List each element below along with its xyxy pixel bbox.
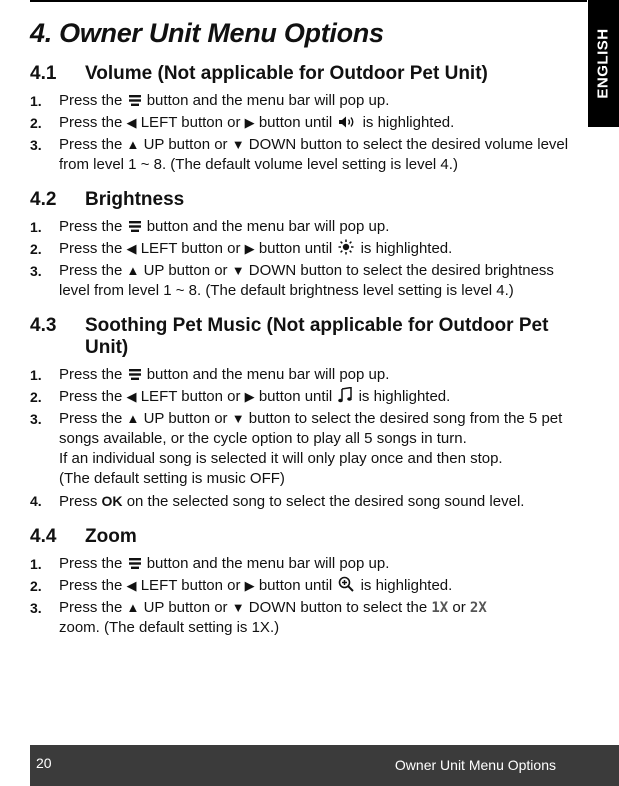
step-list (30, 554, 578, 638)
text: Press the (59, 410, 123, 427)
up-arrow-icon: ▲ (126, 263, 140, 278)
text: Press the (59, 366, 123, 383)
up-arrow-icon: ▲ (126, 137, 140, 152)
step-number: 3. (30, 600, 42, 616)
brightness-icon (338, 239, 354, 255)
text: button until (258, 114, 333, 131)
menu-icon (129, 220, 141, 233)
section-title: Volume (Not applicable for Outdoor Pet Unit) (85, 63, 488, 84)
step-text (59, 491, 578, 512)
section-brightness (30, 189, 578, 301)
text: Press the (59, 388, 123, 405)
text: is highlighted. (360, 577, 453, 594)
text: Press (59, 493, 98, 510)
text: LEFT button or (140, 240, 241, 257)
step-text (59, 91, 578, 111)
text: Press the (59, 218, 123, 235)
section-number: 4.1 (30, 63, 57, 84)
text: UP button or (143, 410, 228, 427)
step (30, 598, 578, 638)
text: button and the menu bar will pop up. (146, 555, 390, 572)
text: DOWN button to select the (248, 599, 428, 616)
up-arrow-icon: ▲ (126, 411, 140, 426)
section-title: Zoom (85, 526, 137, 547)
step-text (59, 598, 578, 638)
text: UP button or (143, 262, 228, 279)
text: DOWN button to select the desired volume level from level 1 ~ 8. (The default volume level setting is level 4.) (59, 136, 569, 173)
text: button and the menu bar will pop up. (146, 92, 390, 109)
step-text (59, 135, 578, 175)
step-text (59, 365, 578, 385)
down-arrow-icon: ▼ (231, 137, 245, 152)
text: is highlighted. (360, 240, 453, 257)
step (30, 409, 578, 489)
text: UP button or (143, 599, 228, 616)
step (30, 554, 578, 574)
left-arrow-icon: ◀ (126, 115, 137, 130)
volume-icon (338, 115, 356, 129)
step-number: 2. (30, 389, 42, 405)
left-arrow-icon: ◀ (126, 241, 137, 256)
text: button and the menu bar will pop up. (146, 366, 390, 383)
step (30, 239, 578, 259)
step-number: 3. (30, 137, 42, 153)
section-title: Soothing Pet Music (Not applicable for Outdoor Pet Unit) (85, 315, 549, 358)
menu-icon (129, 94, 141, 107)
right-arrow-icon: ▶ (244, 241, 255, 256)
text: LEFT button or (140, 388, 241, 405)
footer-title: Owner Unit Menu Options (394, 757, 556, 773)
text: Press the (59, 262, 123, 279)
zoom-1x-label: 1X (431, 600, 449, 616)
step-text (59, 239, 578, 259)
section-number: 4.3 (30, 315, 57, 336)
menu-icon (129, 368, 141, 381)
up-arrow-icon: ▲ (126, 600, 140, 615)
step (30, 365, 578, 385)
zoom-2x-label: 2X (469, 600, 487, 616)
step-text (59, 576, 578, 596)
step-number: 2. (30, 241, 42, 257)
text: If an individual song is selected it will only play once and then stop. (59, 450, 503, 467)
step-number: 1. (30, 93, 42, 109)
step (30, 135, 578, 175)
text: LEFT button or (140, 577, 241, 594)
language-tab-label: ENGLISH (595, 28, 612, 99)
text: Press the (59, 114, 123, 131)
step-text (59, 554, 578, 574)
text: on the selected song to select the desired song sound level. (126, 493, 525, 510)
text: or (452, 599, 466, 616)
step-text (59, 387, 578, 407)
menu-icon (129, 557, 141, 570)
text: (The default setting is music OFF) (59, 470, 285, 487)
page-title: 4. Owner Unit Menu Options (30, 18, 384, 48)
left-arrow-icon: ◀ (126, 389, 137, 404)
text: button and the menu bar will pop up. (146, 218, 390, 235)
step-number: 1. (30, 219, 42, 235)
page-number: 20 (36, 755, 52, 771)
step-text (59, 113, 578, 133)
step-list (30, 365, 578, 512)
down-arrow-icon: ▼ (231, 600, 245, 615)
text: Press the (59, 136, 123, 153)
text: Press the (59, 240, 123, 257)
section-heading (30, 526, 578, 548)
step (30, 113, 578, 133)
step (30, 576, 578, 596)
text: Press the (59, 599, 123, 616)
step-text (59, 261, 578, 301)
text: Press the (59, 555, 123, 572)
step (30, 91, 578, 111)
text: Press the (59, 92, 123, 109)
right-arrow-icon: ▶ (244, 389, 255, 404)
section-number: 4.2 (30, 189, 57, 210)
step-number: 3. (30, 263, 42, 279)
section-heading (30, 189, 578, 211)
section-heading (30, 315, 578, 359)
text: Press the (59, 577, 123, 594)
text: button to select the desired song from the 5 pet songs available, or the cycle option to play all 5 songs in turn. (59, 410, 563, 447)
section-music (30, 315, 578, 512)
ok-label: OK (101, 493, 123, 509)
section-title: Brightness (85, 189, 185, 210)
step (30, 217, 578, 237)
text: is highlighted. (358, 388, 451, 405)
zoom-in-icon (338, 576, 354, 592)
page-footer (30, 745, 619, 786)
text: button until (258, 240, 333, 257)
top-rule (30, 0, 587, 2)
language-tab (588, 0, 619, 127)
text: DOWN button to select the desired brightness level from level 1 ~ 8. (The default brightness level setting is level 4.) (59, 262, 554, 299)
step-number: 2. (30, 115, 42, 131)
step-number: 4. (30, 493, 42, 509)
text: UP button or (143, 136, 228, 153)
section-zoom (30, 526, 578, 638)
text: is highlighted. (362, 114, 455, 131)
text: button until (258, 577, 333, 594)
step (30, 491, 578, 512)
section-number: 4.4 (30, 526, 57, 547)
step-text (59, 409, 578, 489)
down-arrow-icon: ▼ (231, 411, 245, 426)
text: button until (258, 388, 333, 405)
right-arrow-icon: ▶ (244, 578, 255, 593)
section-volume (30, 63, 578, 175)
step-number: 3. (30, 411, 42, 427)
text: zoom. (The default setting is 1X.) (59, 619, 280, 636)
step-list (30, 91, 578, 175)
step-list (30, 217, 578, 301)
page-content (30, 17, 578, 640)
right-arrow-icon: ▶ (244, 115, 255, 130)
music-note-icon (338, 387, 352, 403)
step (30, 261, 578, 301)
text: LEFT button or (140, 114, 241, 131)
step-text (59, 217, 578, 237)
down-arrow-icon: ▼ (231, 263, 245, 278)
section-heading (30, 63, 578, 85)
step-number: 2. (30, 578, 42, 594)
left-arrow-icon: ◀ (126, 578, 137, 593)
step (30, 387, 578, 407)
step-number: 1. (30, 367, 42, 383)
step-number: 1. (30, 556, 42, 572)
